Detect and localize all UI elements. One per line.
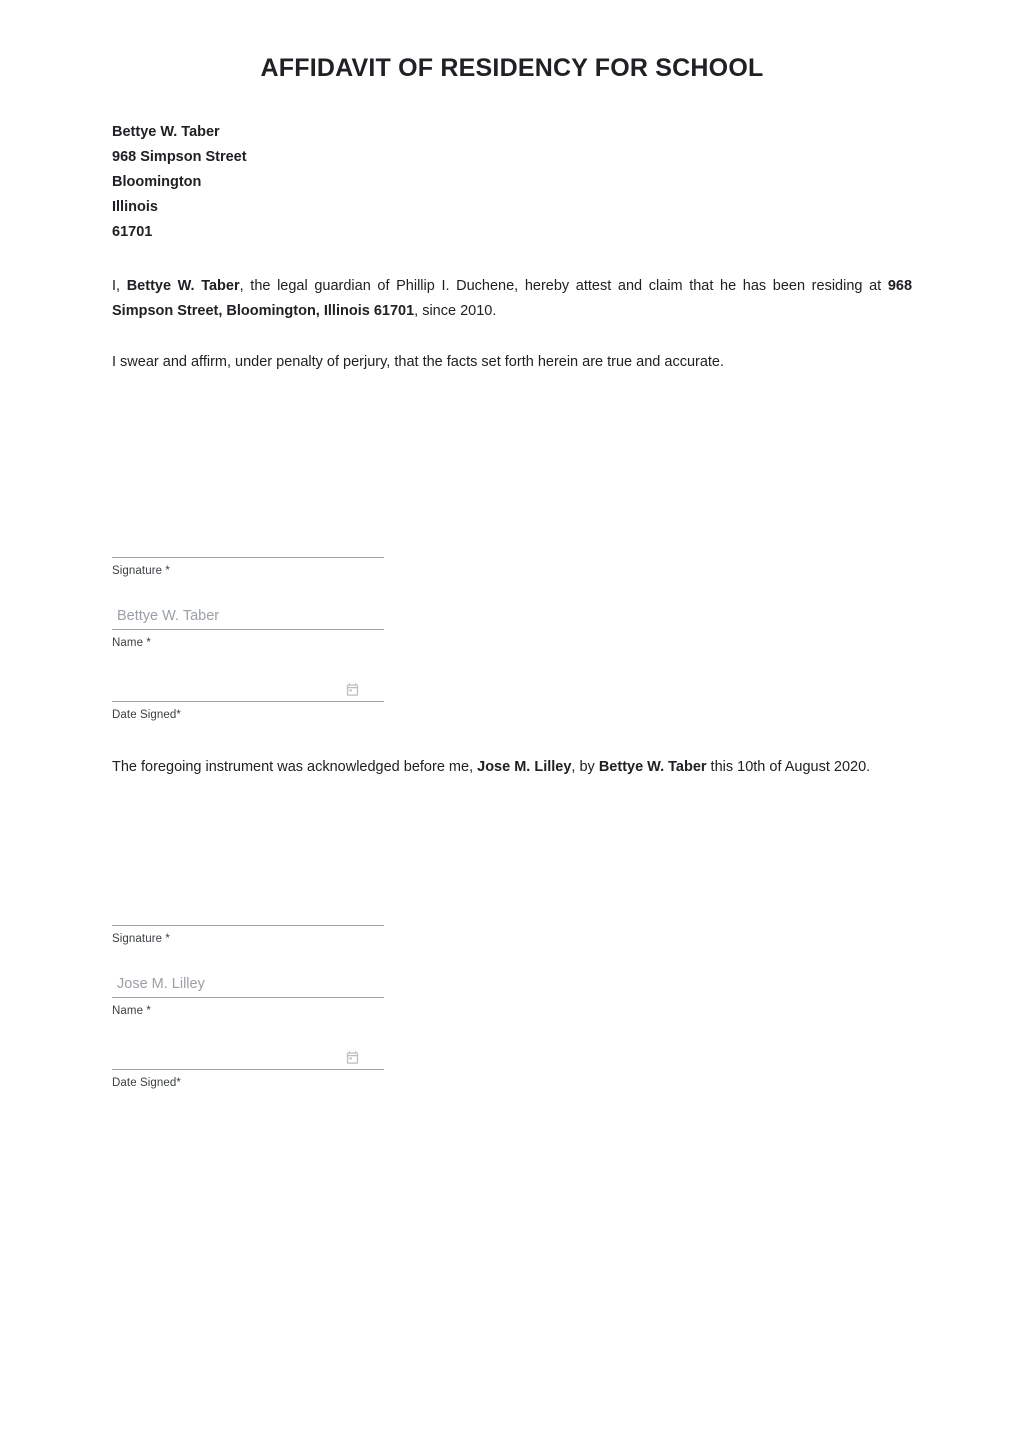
affiant-state: Illinois xyxy=(112,199,158,215)
attestation-text-1: I, xyxy=(112,278,127,294)
name-input[interactable] xyxy=(112,969,384,997)
attestation-text-3: , since 2010. xyxy=(414,303,497,319)
calendar-icon[interactable] xyxy=(345,682,360,697)
date-input[interactable] xyxy=(112,673,382,701)
acknowledgement-paragraph xyxy=(112,754,902,780)
affiant-name: Bettye W. Taber xyxy=(112,124,220,140)
ack-text-1: The foregoing instrument was acknowledged before me, xyxy=(112,759,478,775)
date-field-notary[interactable] xyxy=(112,1041,384,1089)
date-label: Date Signed* xyxy=(112,709,181,721)
signature-rule xyxy=(112,557,384,558)
signature-field-affiant[interactable] xyxy=(112,515,384,577)
ack-text-2: , by xyxy=(571,759,599,775)
ack-affiant-name: Bettye W. Taber xyxy=(598,759,707,775)
signature-field-notary[interactable] xyxy=(112,883,384,945)
attestation-affiant-name: Bettye W. Taber xyxy=(126,278,240,294)
page-title: AFFIDAVIT OF RESIDENCY FOR SCHOOL xyxy=(260,54,764,82)
document-body xyxy=(0,120,1024,1089)
signature-block-notary xyxy=(112,883,384,1089)
signature-label: Signature * xyxy=(112,565,170,577)
name-input[interactable] xyxy=(112,601,384,629)
affiant-street: 968 Simpson Street xyxy=(112,149,247,165)
date-rule xyxy=(112,1069,384,1070)
attestation-paragraph xyxy=(112,274,912,324)
name-label: Name * xyxy=(112,637,151,649)
affiant-zip: 61701 xyxy=(112,224,153,240)
date-rule xyxy=(112,701,384,702)
name-label: Name * xyxy=(112,1005,151,1017)
name-input-value: Bettye W. Taber xyxy=(117,608,220,624)
oath-paragraph: I swear and affirm, under penalty of perjury, that the facts set forth herein are true and accurate. xyxy=(112,354,725,370)
signature-draw-area[interactable] xyxy=(112,883,384,925)
name-field-affiant[interactable] xyxy=(112,601,384,649)
signature-block-affiant xyxy=(112,515,384,721)
date-field-affiant[interactable] xyxy=(112,673,384,721)
field-gap xyxy=(112,649,384,673)
ack-text-3: this 10th of August 2020. xyxy=(706,759,871,775)
ack-notary-name: Jose M. Lilley xyxy=(477,759,572,775)
address-block xyxy=(112,120,912,245)
name-field-notary[interactable] xyxy=(112,969,384,1017)
date-label: Date Signed* xyxy=(112,1077,181,1089)
name-input-value: Jose M. Lilley xyxy=(117,976,205,992)
signature-draw-area[interactable] xyxy=(112,515,384,557)
attestation-text-2: , the legal guardian of Phillip I. Duchene, hereby attest and claim that he has been residing at xyxy=(239,278,888,294)
calendar-icon[interactable] xyxy=(345,1050,360,1065)
name-rule xyxy=(112,997,384,998)
date-input[interactable] xyxy=(112,1041,382,1069)
affiant-city: Bloomington xyxy=(112,174,202,190)
signature-rule xyxy=(112,925,384,926)
name-rule xyxy=(112,629,384,630)
attestation-address: 968 Simpson Street, Bloomington, Illinois 61701 xyxy=(112,278,913,319)
field-gap xyxy=(112,1017,384,1041)
field-gap xyxy=(112,945,384,969)
signature-label: Signature * xyxy=(112,933,170,945)
field-gap xyxy=(112,577,384,601)
